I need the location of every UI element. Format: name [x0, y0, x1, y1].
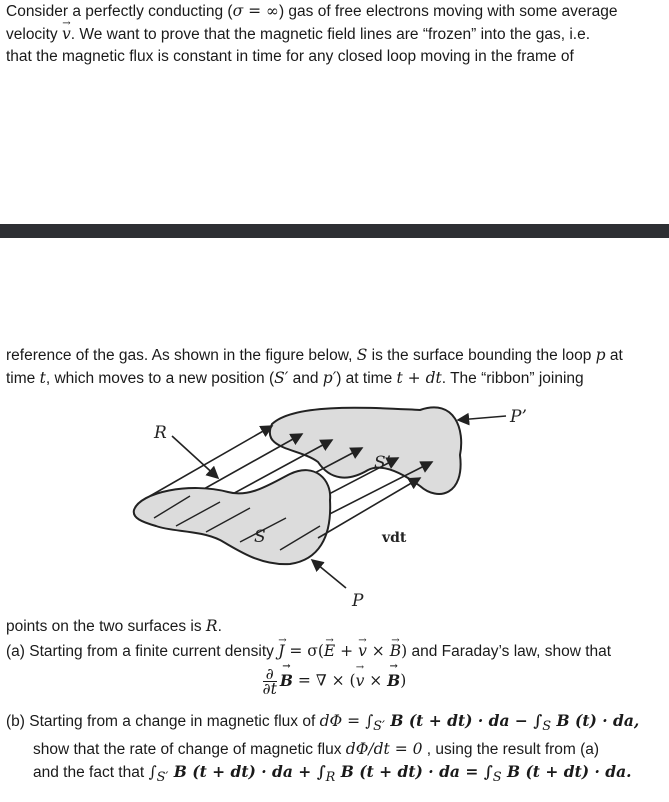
text-span: at	[605, 347, 623, 364]
text-span: and	[288, 370, 323, 387]
figure-description-paragraph	[6, 344, 666, 390]
subscript: R	[325, 770, 336, 786]
math-text: dΦ/dt = 0	[345, 740, 423, 759]
text-span: show that the rate of change of magnetic flux	[33, 741, 346, 759]
text-span: .	[217, 618, 222, 635]
part-a-statement	[6, 640, 666, 663]
math-text: +	[335, 642, 359, 660]
math-Sprime: S′	[274, 369, 289, 387]
math-text: dΦ = ∫	[319, 712, 374, 730]
denominator: ∂t	[262, 680, 277, 698]
pointer-R	[172, 436, 218, 478]
pointer-Pprime	[458, 416, 506, 420]
math-text: ∫	[148, 763, 157, 782]
vector-B: B →	[280, 671, 293, 690]
vector-v: v →	[62, 23, 71, 45]
label-vdt: vdt	[382, 530, 407, 546]
text-span: Consider a perfectly conducting (	[6, 3, 233, 20]
screenshot-separator-band	[0, 224, 669, 238]
math-text: ×	[364, 671, 388, 690]
text-span: , which moves to a new position (	[45, 370, 275, 387]
math-R: R	[205, 617, 218, 635]
vector-B: B →	[390, 640, 401, 662]
label-P-prime: P’	[510, 407, 527, 427]
label-P: P	[352, 591, 364, 610]
text-span: (a) Starting from a finite current density	[6, 643, 279, 660]
math-text: B (t + dt) · da = ∫	[335, 762, 493, 782]
text-span: points on the two surfaces is	[6, 618, 206, 635]
math-text: B (t + dt) · da − ∫	[384, 711, 543, 730]
vector-v: v →	[356, 672, 365, 690]
math-text: = σ(	[284, 642, 324, 660]
vector-B: B →	[387, 671, 400, 690]
part-b-statement	[6, 710, 666, 789]
math-sigma: σ = ∞	[232, 2, 279, 20]
text-span: is the surface bounding the loop	[367, 347, 596, 364]
vector-E: E →	[324, 640, 335, 662]
text-span: , using the result from (a)	[422, 741, 600, 759]
text-span: that the magnetic flux is constant in time for any closed loop moving in the frame of	[6, 48, 574, 65]
math-tdt: t + dt	[396, 369, 442, 387]
text-span: ) gas of free electrons moving with some average	[278, 3, 618, 20]
math-text: )	[401, 642, 408, 660]
vdt-arrow	[318, 478, 420, 538]
surface-ribbon-figure	[120, 400, 560, 610]
text-span: time	[6, 370, 40, 387]
math-text: B (t + dt) · da.	[501, 762, 632, 782]
math-text: B (t + dt) · da + ∫	[168, 762, 326, 782]
math-pprime: p′	[322, 369, 337, 387]
pointer-P	[312, 560, 346, 588]
subscript: S′	[156, 770, 169, 786]
text-span: . The “ribbon” joining	[441, 370, 584, 387]
text-span: velocity	[6, 26, 62, 43]
label-R: R	[154, 423, 167, 443]
text-span: and Faraday’s law, show that	[407, 643, 612, 660]
text-span: . We want to prove that the magnetic field lines are “frozen” into the gas, i.e.	[70, 26, 591, 43]
subscript: S	[542, 719, 552, 735]
math-text: ×	[366, 642, 390, 660]
text-span: reference of the gas. As shown in the figure below,	[6, 347, 357, 364]
subscript: S′	[373, 719, 385, 735]
math-S: S	[356, 346, 368, 364]
intro-paragraph	[6, 0, 666, 68]
math-text: B (t) · da,	[551, 711, 640, 730]
induction-equation	[0, 667, 669, 696]
math-text: )	[400, 671, 407, 690]
numerator: ∂	[263, 667, 277, 682]
text-span: (b) Starting from a change in magnetic flux of	[6, 713, 320, 730]
text-span: and the fact that	[33, 764, 149, 782]
math-t: t	[39, 369, 46, 387]
label-S: S	[254, 527, 266, 547]
math-p: p	[595, 346, 606, 364]
vector-J: J →	[278, 640, 284, 662]
text-span: ) at time	[336, 370, 397, 387]
subscript: S	[492, 770, 502, 786]
partial-derivative	[263, 667, 277, 696]
math-text: = ∇ × (	[293, 671, 356, 690]
vector-v: v →	[358, 640, 367, 662]
label-S-prime: S’	[374, 453, 392, 473]
ribbon-paragraph	[6, 615, 666, 638]
